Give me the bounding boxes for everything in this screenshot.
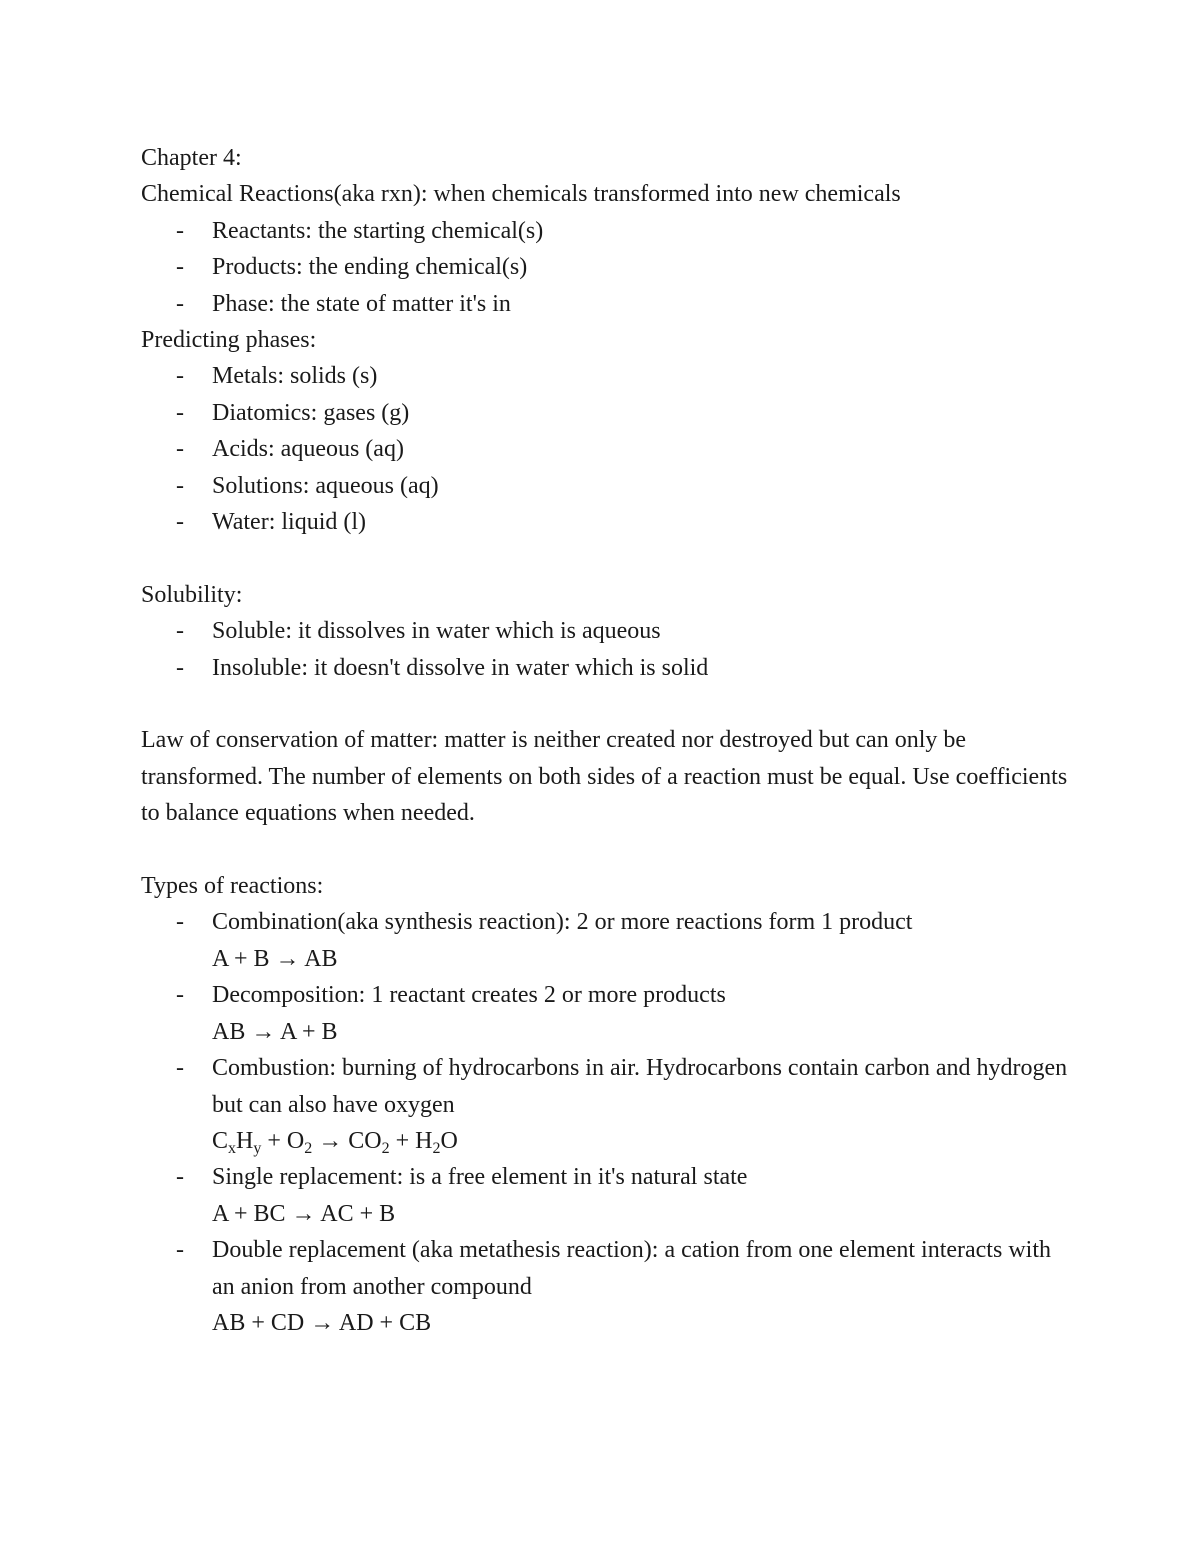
list-item: - Solutions: aqueous (aq) [141,468,1071,504]
dash-bullet: - [176,1237,184,1264]
dash-bullet: - [176,217,184,244]
spacer [141,686,1071,722]
reaction-terms-list [141,213,1071,322]
dash-bullet: - [176,509,184,536]
reaction-types-list [141,904,1071,1341]
dash-bullet: - [176,363,184,390]
document-page [141,140,1071,1341]
dash-bullet: - [176,436,184,463]
reaction-equation: A + B → AB [212,945,338,972]
list-item: - Phase: the state of matter it's in [141,286,1071,322]
list-item: - Diatomics: gases (g) [141,395,1071,431]
spacer [141,540,1071,576]
chemical-reactions-definition: Chemical Reactions(aka rxn): when chemicals transformed into new chemicals [141,181,901,208]
phases-list [141,358,1071,540]
dash-bullet: - [176,290,184,317]
dash-bullet: - [176,654,184,681]
list-item: - Reactants: the starting chemical(s) [141,213,1071,249]
reaction-type-desc: Single replacement: is a free element in it's natural state [212,1164,748,1191]
dash-bullet: - [176,1055,184,1082]
reaction-equation: AB + CD → AD + CB [212,1309,432,1336]
reaction-equation: AB → A + B [212,1018,338,1045]
dash-bullet: - [176,254,184,281]
reaction-type-desc: Combination(aka synthesis reaction): 2 or more reactions form 1 product [212,909,913,936]
reaction-type-desc: Double replacement (aka metathesis reaction): a cation from one element interacts with an anion from another compound [212,1237,1051,1300]
solubility-heading: Solubility: [141,581,243,608]
reaction-type-desc: Combustion: burning of hydrocarbons in air. Hydrocarbons contain carbon and hydrogen but can also have oxygen [212,1055,1068,1118]
predicting-phases-heading: Predicting phases: [141,327,317,354]
dash-bullet: - [176,1164,184,1191]
spacer [141,832,1071,868]
list-item [141,1050,1071,1159]
dash-bullet: - [176,618,184,645]
list-item [141,977,1071,1050]
conservation-law-paragraph: Law of conservation of matter: matter is neither created nor destroyed but can only be transformed. The number of elements on both sides of a reaction must be equal. Use coefficients to balance equations when needed. [141,727,1068,827]
list-item [141,1232,1071,1341]
dash-bullet: - [176,472,184,499]
dash-bullet: - [176,982,184,1009]
dash-bullet: - [176,909,184,936]
list-item: - Soluble: it dissolves in water which is aqueous [141,613,1071,649]
reaction-type-desc: Decomposition: 1 reactant creates 2 or more products [212,982,726,1009]
list-item [141,904,1071,977]
list-item: - Insoluble: it doesn't dissolve in water which is solid [141,650,1071,686]
chapter-heading: Chapter 4: [141,145,242,171]
reaction-equation: A + BC → AC + B [212,1200,396,1227]
list-item: - Acids: aqueous (aq) [141,431,1071,467]
list-item: - Metals: solids (s) [141,358,1071,394]
combustion-equation: $C_xH_y + O_2 \to CO_2 + H_2O$ [212,1127,458,1157]
dash-bullet: - [176,399,184,426]
list-item: - Products: the ending chemical(s) [141,249,1071,285]
types-heading: Types of reactions: [141,873,324,900]
list-item [141,1159,1071,1232]
solubility-list [141,613,1071,686]
list-item: - Water: liquid (l) [141,504,1071,540]
